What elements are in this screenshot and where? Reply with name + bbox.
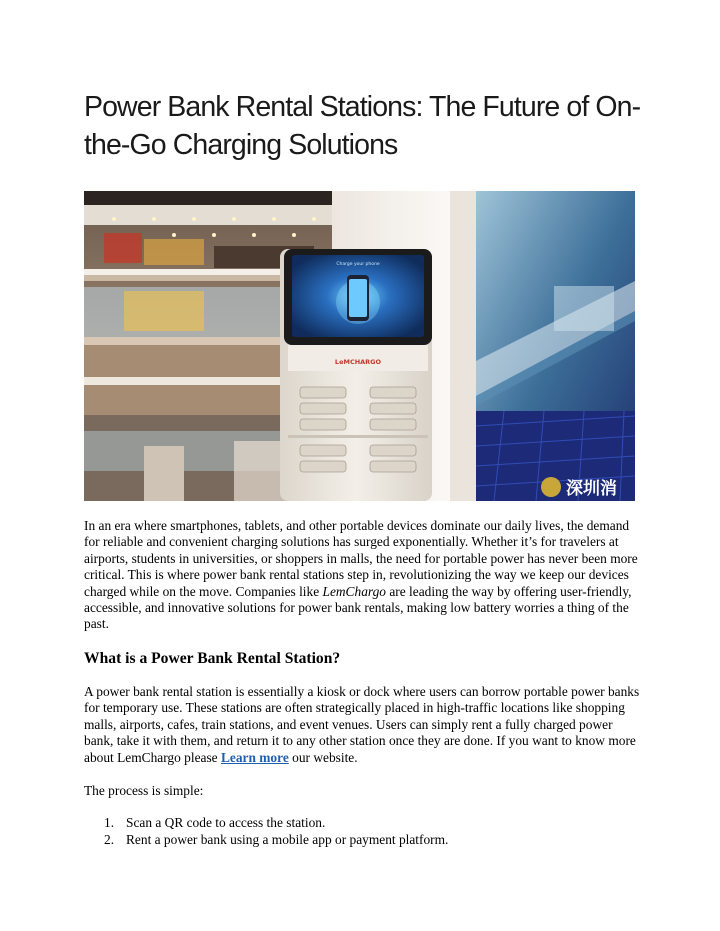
screen-caption: Charge your phone [336,262,380,267]
section-heading: What is a Power Bank Rental Station? [84,650,341,667]
step-text: Scan a QR code to access the station. [126,815,326,830]
kiosk-brand: LeMCHARGO [334,358,382,366]
section-text-2: our website. [288,749,358,765]
step-number: 2. [104,831,115,847]
step-text: Rent a power bank using a mobile app or payment platform. [126,831,449,847]
page-title: Power Bank Rental Stations: The Future of On-the-Go Charging Solutions [84,91,641,161]
process-intro: The process is simple: [84,783,204,798]
list-item [84,815,448,832]
section-paragraph [84,684,640,766]
section-text-1: A power bank rental station is essentially a kiosk or dock where users can borrow portable power banks for temporary use. These stations are often strategically placed in high-traffic locations like shopping malls, airports, cafes, train stations, and event venues. Users can simply rent a fully charged power bank, take it with them, and return it to any other station once they are done. If you want to know more about LemChargo please [84,684,640,765]
learn-more-link[interactable]: Learn more [220,749,289,765]
intro-text-2: are leading the way by offering user-friendly, accessible, and innovative solutions for power bank rentals, making low battery worries a thing of the past. [84,583,632,632]
list-item [84,832,448,849]
step-number: 1. [104,815,115,830]
kiosk-photo [84,191,635,501]
brand-name: LemChargo [322,583,386,599]
steps-list [84,815,448,848]
intro-paragraph [84,518,640,633]
sign-text: 深圳消 [566,479,617,499]
intro-text-1: In an era where smartphones, tablets, and other portable devices dominate our daily lives, the demand for reliable and convenient charging solutions has surged exponentially. Whether it’s for travelers at airports, students in universities, or shoppers in malls, the need for portable power has never been more critical. This is where power bank rental stations step in, revolutionizing the way we keep our devices charged while on the move. Companies like [84,518,638,599]
